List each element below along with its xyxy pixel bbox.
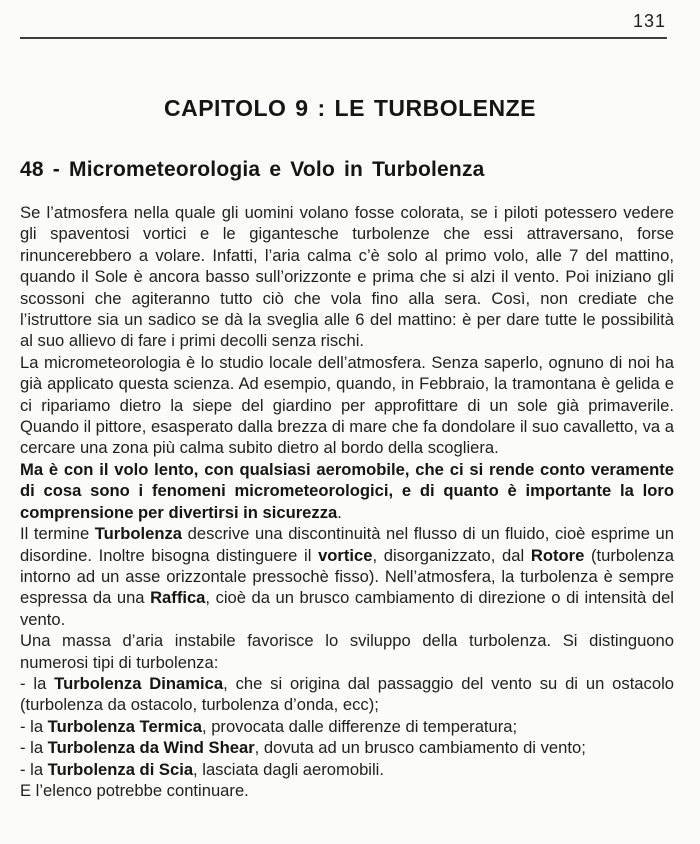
list-item-turbolenza-termica: - la Turbolenza Termica, provocata dalle differenze di temperatura; <box>20 716 518 736</box>
para-massa-aria: Una massa d’aria instabile favorisce lo sviluppo della turbolenza. Si distinguono numerosi tipi di turbolenza: <box>20 631 674 672</box>
section-heading: 48 - Micrometeorologia e Volo in Turbolenza <box>20 158 485 181</box>
header-rule <box>20 37 667 39</box>
para-volo-lento: Ma è con il volo lento, con qualsiasi aeromobile, che ci si rende conto veramente di cosa sono i fenomeni micrometeorologici, e di quanto è importante la loro comprensione per divertirsi in sicurezza. <box>20 459 674 522</box>
list-item-wind-shear: - la Turbolenza da Wind Shear, dovuta ad un brusco cambiamento di vento; <box>20 738 586 758</box>
list-item-scia: - la Turbolenza di Scia, lasciata dagli aeromobili. <box>20 759 384 779</box>
body-text <box>0 202 700 801</box>
para-termine-turbolenza: Il termine Turbolenza descrive una discontinuità nel flusso di un fluido, cioè esprime un disordine. Inoltre bisogna distinguere il vortice, disorganizzato, dal Rotore (turbolenza intorno ad un asse orizzontale pressochè fisso). Nell’atmosfera, la turbolenza è sempre espressa da una Raffica, cioè da un brusco cambiamento di direzione o di intensità del vento. <box>20 524 674 629</box>
chapter-title: CAPITOLO 9 : LE TURBOLENZE <box>164 95 536 121</box>
para-micrometeorologia: La micrometeorologia è lo studio locale dell’atmosfera. Senza saperlo, ognuno di noi ha già applicato questa scienza. Ad esempio, quando, in Febbraio, la tramontana è gelida e ci ripariamo dietro la siepe del giardino per approfittare di un sole già primaverile. Quando il pittore, esasperato dalla brezza di mare che fa dondolare il suo cavalletto, va a cercare una zona più calma subito dietro al bordo della scogliera. <box>20 352 674 458</box>
list-item-turbolenza-dinamica: - la Turbolenza Dinamica, che si origina dal passaggio del vento su di un ostacolo (turbolenza da ostacolo, turbolenza d’onda, ecc); <box>20 673 674 715</box>
para-elenco: E l’elenco potrebbe continuare. <box>20 780 249 800</box>
page-number: 131 <box>632 11 666 31</box>
para-intro: Se l’atmosfera nella quale gli uomini volano fosse colorata, se i piloti potessero vedere gli spaventosi vortici e le gigantesche turbolenze che essi attraversano, forse rinuncerebbero a volare. Infatti, l’aria calma c’è solo al primo volo, alle 7 del mattino, quando il Sole è ancora basso sull’orizzonte e prima che si alzi il vento. Poi iniziano gli scossoni che agiteranno tutto ciò che vola fino alla sera. Così, non crediate che l’istruttore sia un sadico se dà la sveglia alle 6 del mattino: è per dare tutte le possibilità al suo allievo di fare i primi decolli senza rischi. <box>20 203 674 351</box>
